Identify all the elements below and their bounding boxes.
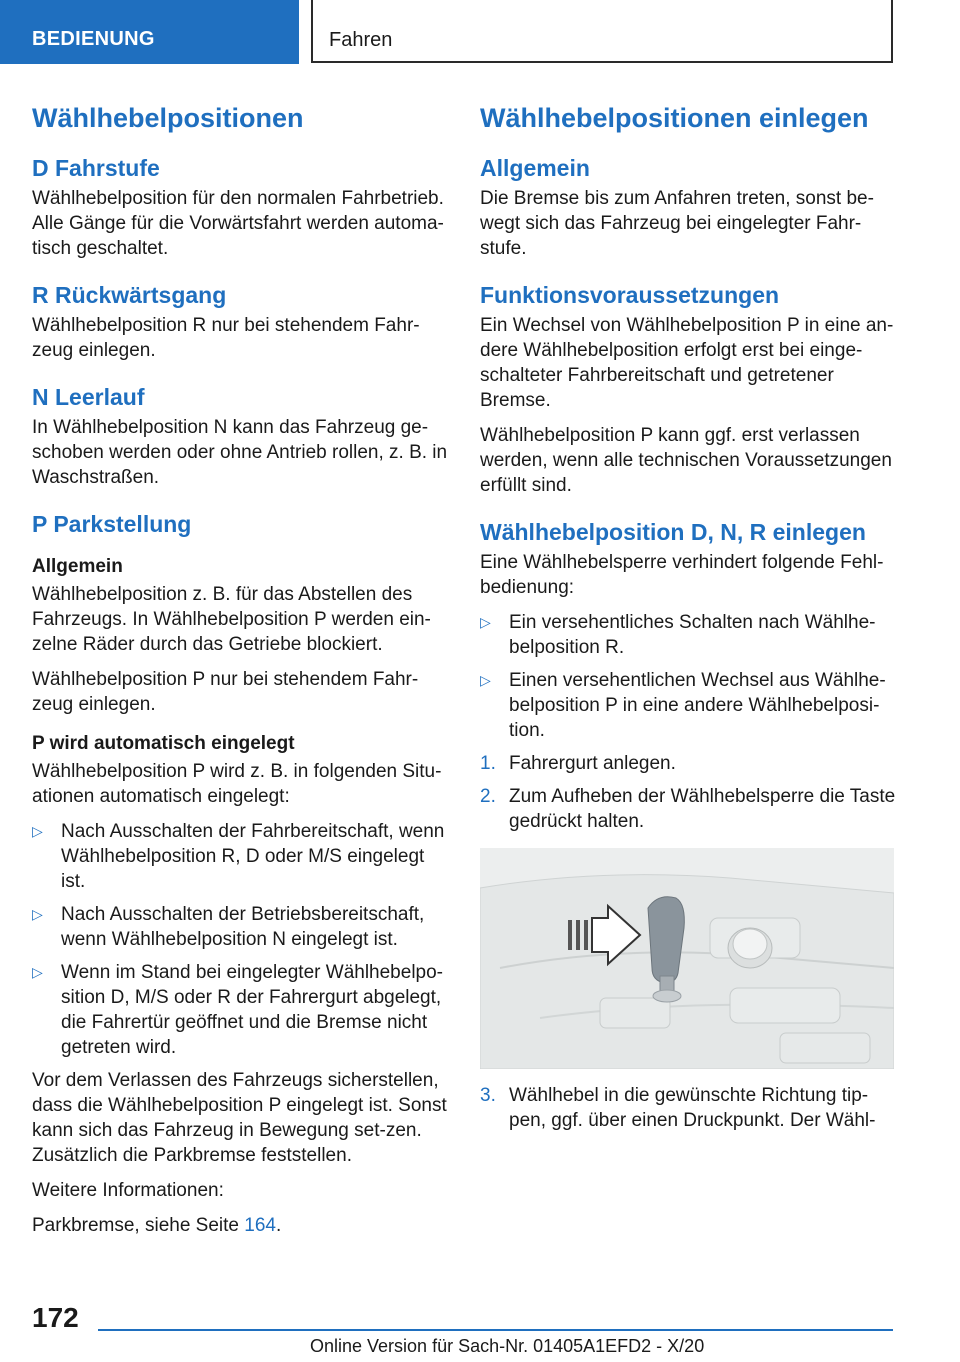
step-number: 1.	[480, 753, 496, 774]
triangle-bullet-icon: ▷	[32, 964, 43, 980]
heading-n-leerlauf: N Leerlauf	[32, 384, 145, 410]
page-link-164[interactable]: 164	[244, 1215, 276, 1236]
subheading-allgemein: Allgemein	[32, 556, 123, 577]
step-list	[480, 751, 900, 834]
page-number: 172	[32, 1302, 79, 1333]
triangle-bullet-icon: ▷	[32, 906, 43, 922]
gear-selector-illustration	[480, 848, 894, 1069]
text-d-fahrstufe: Wählhebelposition für den normalen Fahrbetrieb. Alle Gänge für die Vorwärtsfahrt werden automa-tisch geschaltet.	[32, 188, 444, 259]
text-funktion-1: Ein Wechsel von Wählhebelposition P in eine an-dere Wählhebelposition erfolgt erst bei einge-schalteter Fahrbereitschaft und getretener Bremse.	[480, 315, 894, 411]
section-title-einlegen: Wählhebelpositionen einlegen	[480, 103, 869, 133]
step-number: 3.	[480, 1085, 496, 1106]
page-title: Wählhebelpositionen	[32, 103, 304, 133]
text-verlassen: Vor dem Verlassen des Fahrzeugs sicherstellen, dass die Wählhebelposition P eingelegt ist. Sonst kann sich das Fahrzeug in Bewegung set-zen. Zusätzlich die Parkbremse feststellen.	[32, 1070, 447, 1166]
heading-funktionsvoraussetzungen: Funktionsvoraussetzungen	[480, 282, 780, 308]
list-item: ▷ Ein versehentliches Schalten nach Wählhe-belposition R.	[480, 612, 876, 658]
reference-parkbremse: Parkbremse, siehe Seite 164.	[32, 1215, 282, 1236]
heading-p-parkstellung: P Parkstellung	[32, 511, 192, 537]
text-r-rueckwaertsgang: Wählhebelposition R nur bei stehendem Fahr-zeug einlegen.	[32, 315, 420, 361]
bullet-list-fehlbedienung	[480, 610, 900, 743]
text-allgemein-1: Wählhebelposition z. B. für das Abstellen des Fahrzeugs. In Wählhebelposition P werden ein-zelne Räder durch das Getriebe blockiert.	[32, 584, 431, 655]
step-item: 2. Zum Aufheben der Wählhebelsperre die Taste gedrückt halten.	[480, 786, 896, 832]
heading-d-fahrstufe: D Fahrstufe	[32, 155, 160, 181]
section-label: BEDIENUNG	[32, 28, 155, 50]
step-item: 1. Fahrergurt anlegen.	[480, 753, 676, 774]
text-n-leerlauf: In Wählhebelposition N kann das Fahrzeug ge-schoben werden oder ohne Antrieb rollen, z. B. in Waschstraßen.	[32, 417, 448, 488]
list-item: ▷ Nach Ausschalten der Betriebsbereitschaft, wenn Wählhebelposition N eingelegt ist.	[32, 904, 425, 950]
text-weitere-info: Weitere Informationen:	[32, 1180, 224, 1201]
right-column	[480, 100, 900, 1141]
gear-selector-drawing	[480, 848, 894, 1069]
list-item: ▷ Wenn im Stand bei eingelegter Wählhebelpo-sition D, M/S oder R der Fahrergurt abgelegt, die Fahrertür geöffnet und die Bremse nicht getreten wird.	[32, 962, 443, 1058]
list-item: ▷ Nach Ausschalten der Fahrbereitschaft, wenn Wählhebelposition R, D oder M/S eingelegt ist.	[32, 821, 445, 892]
chapter-tab	[311, 0, 893, 63]
text-allgemein: Die Bremse bis zum Anfahren treten, sonst be-wegt sich das Fahrzeug bei eingelegter Fahr-stufe.	[480, 188, 874, 259]
heading-allgemein: Allgemein	[480, 155, 590, 181]
list-item: ▷ Einen versehentlichen Wechsel aus Wählhe-belposition P in eine andere Wählhebelposi-tion.	[480, 670, 886, 741]
step-list-continued	[480, 1083, 900, 1133]
subheading-p-automatisch: P wird automatisch eingelegt	[32, 733, 295, 754]
text-p-automatisch: Wählhebelposition P wird z. B. in folgenden Situ-ationen automatisch eingelegt:	[32, 761, 442, 807]
text-dnr: Eine Wählhebelsperre verhindert folgende Fehl-bedienung:	[480, 552, 884, 598]
footer-online-version: Online Version für Sach-Nr. 01405A1EFD2 - X/20	[310, 1336, 705, 1356]
chapter-label: Fahren	[329, 29, 393, 51]
triangle-bullet-icon: ▷	[32, 823, 43, 839]
heading-dnr-einlegen: Wählhebelposition D, N, R einlegen	[480, 519, 866, 545]
heading-r-rueckwaertsgang: R Rückwärtsgang	[32, 282, 227, 308]
left-column	[32, 100, 450, 1248]
bullet-list-p-auto	[32, 819, 450, 1060]
triangle-bullet-icon: ▷	[480, 614, 491, 630]
text-funktion-2: Wählhebelposition P kann ggf. erst verlassen werden, wenn alle technischen Voraussetzungen erfüllt sind.	[480, 425, 892, 496]
step-number: 2.	[480, 786, 496, 807]
section-tab	[0, 0, 299, 64]
step-item: 3. Wählhebel in die gewünschte Richtung tip-pen, ggf. über einen Druckpunkt. Der Wähl-	[480, 1085, 876, 1131]
text-allgemein-2: Wählhebelposition P nur bei stehendem Fahr-zeug einlegen.	[32, 669, 419, 715]
footer-divider	[98, 1329, 893, 1331]
triangle-bullet-icon: ▷	[480, 672, 491, 688]
